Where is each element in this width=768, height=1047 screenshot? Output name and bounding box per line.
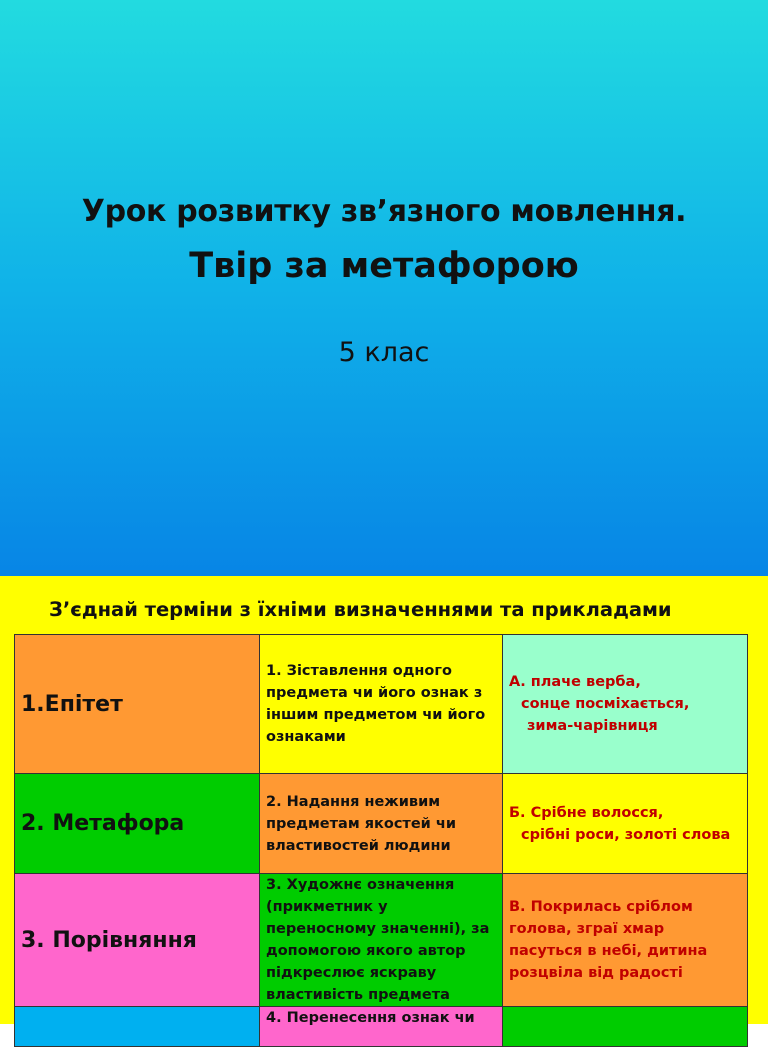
example-line: зима-чарівниця bbox=[527, 718, 658, 734]
term-cell: 2. Метафора bbox=[15, 774, 260, 874]
table-row bbox=[15, 774, 748, 874]
term-cell: 3. Порівняння bbox=[15, 874, 260, 1007]
example-line: сонце посміхається, bbox=[521, 696, 690, 712]
slide-title-line2: Твір за метафорою bbox=[189, 246, 579, 286]
example-cell: В. Покрилась сріблом голова, зграї хмар пасуться в небі, дитина розцвіла від радості bbox=[503, 874, 748, 1007]
definition-cell: 2. Надання неживим предметам якостей чи властивостей людини bbox=[260, 774, 503, 874]
example-cell bbox=[503, 774, 748, 874]
exercise-slide bbox=[0, 576, 768, 1024]
definition-cell: 4. Перенесення ознак чи bbox=[260, 1007, 503, 1047]
slide-title-line1: Урок розвитку зв’язного мовлення. bbox=[81, 194, 687, 229]
term-cell: 1.Епітет bbox=[15, 635, 260, 774]
example-line: срібні роси, золоті слова bbox=[521, 826, 731, 843]
term-cell bbox=[15, 1007, 260, 1047]
task-heading: З’єднай терміни з їхніми визначеннями та прикладами bbox=[49, 598, 672, 621]
definition-cell: 3. Художнє означення (прикметник у переносному значенні), за допомогою якого автор підкреслює яскраву властивість предмета bbox=[260, 874, 503, 1007]
table-row bbox=[15, 1007, 748, 1047]
table-row bbox=[15, 874, 748, 1007]
example-line: Б. Срібне волосся, bbox=[509, 804, 664, 821]
slide-subtitle: 5 клас bbox=[338, 337, 430, 368]
example-cell bbox=[503, 1007, 748, 1047]
matching-table bbox=[14, 634, 748, 1047]
table-row bbox=[15, 635, 748, 774]
example-line: А. плаче верба, bbox=[509, 674, 641, 690]
example-cell bbox=[503, 635, 748, 774]
definition-cell: 1. Зіставлення одного предмета чи його ознак з іншим предметом чи його ознаками bbox=[260, 635, 503, 774]
